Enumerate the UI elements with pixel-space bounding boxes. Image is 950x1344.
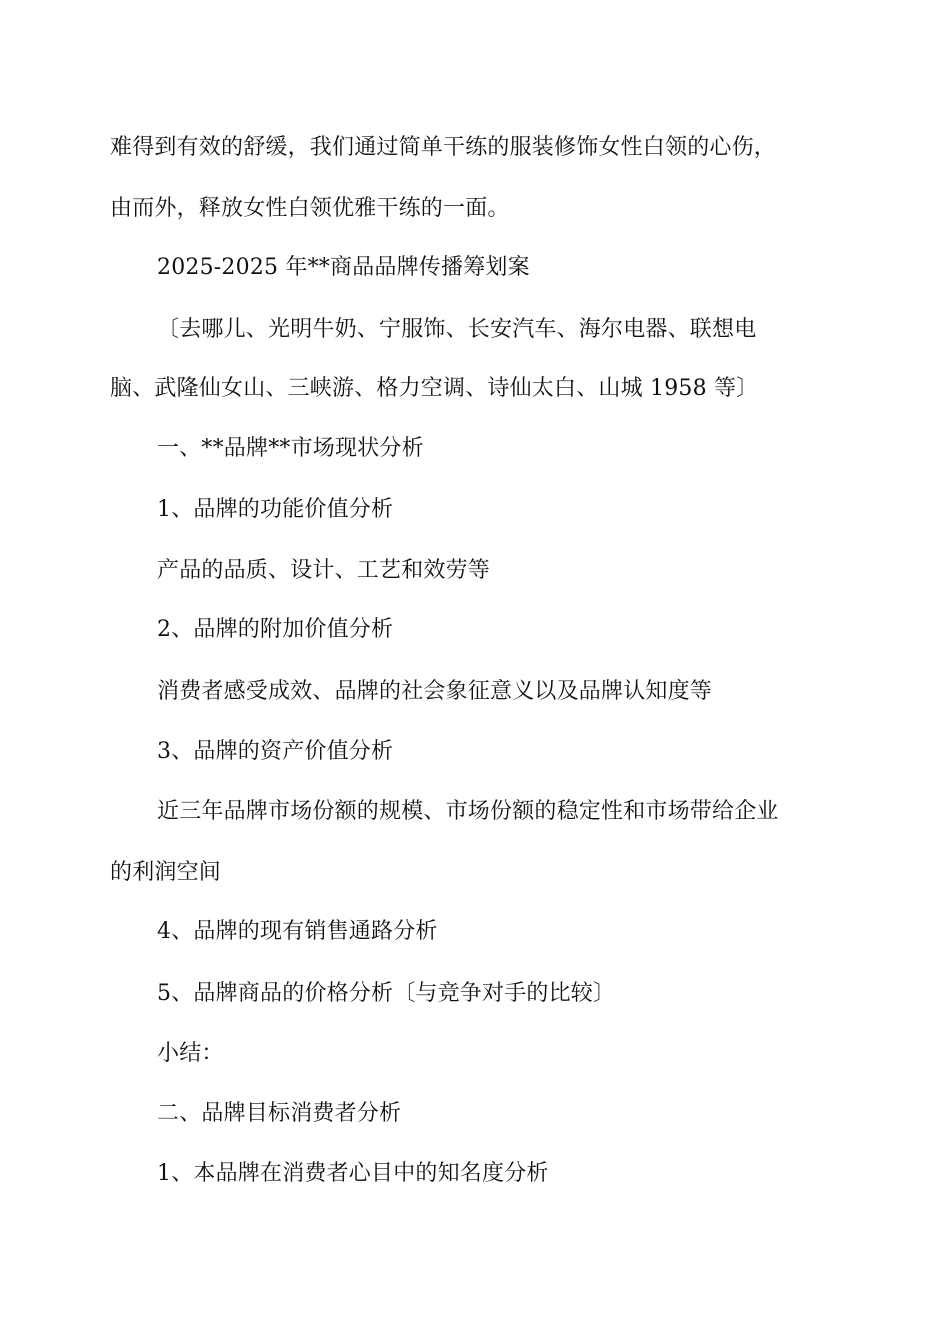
subsection-heading: 5、品牌商品的价格分析〔与竞争对手的比较〕 xyxy=(157,981,616,1006)
paragraph-line: 〔去哪儿、光明牛奶、宁服饰、长安汽车、海尔电器、联想电 xyxy=(157,317,757,342)
paragraph-line: 由而外，释放女性白领优雅干练的一面。 xyxy=(110,196,510,221)
paragraph-line: 的利润空间 xyxy=(110,860,222,885)
subsection-heading: 2、品牌的附加价值分析 xyxy=(157,617,394,642)
paragraph-line: 消费者感受成效、品牌的社会象征意义以及品牌认知度等 xyxy=(157,679,713,704)
subsection-heading: 4、品牌的现有销售通路分析 xyxy=(157,919,438,944)
paragraph-line: 难得到有效的舒缓，我们通过简单干练的服装修饰女性白领的心伤， xyxy=(110,135,777,160)
section-heading: 二、品牌目标消费者分析 xyxy=(157,1101,402,1126)
section-heading: 一、**品牌**市场现状分析 xyxy=(157,436,424,461)
paragraph-line: 脑、武隆仙女山、三峡游、格力空调、诗仙太白、山城 1958 等〕 xyxy=(110,376,759,401)
subsection-heading: 3、品牌的资产价值分析 xyxy=(157,739,394,764)
paragraph-line: 近三年品牌市场份额的规模、市场份额的稳定性和市场带给企业 xyxy=(157,799,779,824)
subsection-heading: 1、本品牌在消费者心目中的知名度分析 xyxy=(157,1161,549,1186)
summary-label: 小结： xyxy=(157,1041,224,1066)
plan-title: 2025-2025 年**商品品牌传播筹划案 xyxy=(157,255,530,280)
subsection-heading: 1、品牌的功能价值分析 xyxy=(157,497,394,522)
paragraph-line: 产品的品质、设计、工艺和效劳等 xyxy=(157,558,491,583)
